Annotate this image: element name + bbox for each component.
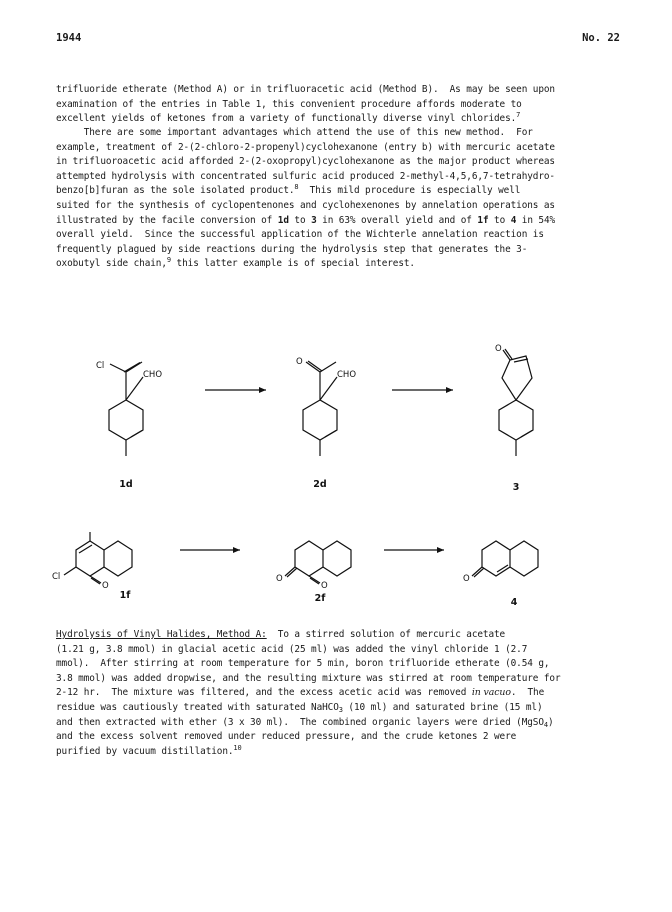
atom-label-o: O: [276, 574, 283, 584]
text-line: There are some important advantages which attend the use of this new method. For: [56, 127, 533, 138]
reference-9: 9: [166, 256, 172, 265]
text-line: 3.8 mmol) was added dropwise, and the resulting mixture was stirred at room temperature for: [56, 672, 561, 684]
atom-label-o: O: [296, 357, 303, 367]
text-line: [56, 745, 626, 760]
text-fragment: This mild procedure is especially well: [298, 185, 521, 197]
text-fragment: this latter example is of special interest.: [171, 258, 415, 270]
text-fragment: To a stirred solution of mercuric acetate: [266, 629, 506, 640]
atom-label-cho: CHO: [337, 370, 357, 380]
compound-label-3: 3: [512, 482, 520, 493]
atom-label-cl: Cl: [52, 572, 61, 582]
text-fragment: oxobutyl side chain,: [56, 258, 167, 270]
text-fragment: to: [488, 214, 511, 226]
text-line: trifluoride etherate (Method A) or in trifluoracetic acid (Method B). As may be seen upon: [56, 84, 555, 95]
text-line: [56, 257, 626, 272]
text-line: suited for the synthesis of cyclopentenones and cyclohexenones by annelation operations as: [56, 199, 555, 211]
reference-7: 7: [516, 111, 521, 120]
compound-ref: 4: [510, 214, 517, 226]
compound-ref: 1d: [277, 214, 289, 226]
text-line: in trifluoroacetic acid afforded 2-(2-oxopropyl)cyclohexanone as the major product whereas: [56, 156, 555, 168]
text-line: [56, 716, 626, 731]
text-line: mmol). After stirring at room temperature for 5 min, boron trifluoride etherate (0.54 g,: [56, 658, 550, 670]
structure-1f: [64, 532, 132, 584]
structure-2f: [285, 541, 351, 584]
text-fragment: purified by vacuum distillation.: [56, 745, 234, 757]
subscript: 3: [338, 705, 343, 714]
latin-phrase: in vacuo: [471, 687, 511, 699]
compound-ref: 3: [311, 214, 317, 226]
compound-label-1d: 1d: [119, 479, 133, 490]
intro-paragraph: [56, 83, 626, 127]
text-line: [56, 686, 626, 701]
text-line: [56, 214, 626, 229]
atom-label-cl: Cl: [96, 361, 105, 371]
compound-ref: 1f: [477, 214, 489, 226]
structure-2d: [303, 361, 337, 456]
text-fragment: to: [288, 214, 312, 226]
text-fragment: illustrated by the facile conversion of: [56, 214, 278, 226]
text-line: frequently plagued by side reactions during the hydrolysis step that generates the 3-: [56, 243, 528, 255]
text-line: [56, 701, 626, 716]
text-fragment: 2-12 hr. The mixture was filtered, and the excess acetic acid was removed: [56, 687, 472, 699]
text-fragment: ): [548, 716, 554, 728]
compound-label-2f: 2f: [314, 593, 326, 604]
compound-label-4: 4: [510, 597, 518, 608]
text-fragment: in 54%: [516, 214, 556, 226]
text-fragment: excellent yields of ketones from a variety of functionally diverse vinyl chlorides.: [56, 113, 517, 125]
issue-number: No. 22: [582, 32, 620, 44]
reference-8: 8: [294, 183, 299, 192]
structure-1d: [109, 362, 143, 456]
text-line: [56, 628, 626, 643]
text-line: and the excess solvent removed under reduced pressure, and the crude ketones 2 were: [56, 731, 517, 743]
text-line: [56, 112, 626, 127]
reaction-scheme: [0, 320, 672, 620]
compound-label-1f: 1f: [119, 590, 131, 601]
text-fragment: (10 ml) and saturated brine (15 ml): [342, 701, 543, 713]
atom-label-cho: CHO: [143, 370, 163, 380]
compound-label-2d: 2d: [313, 479, 327, 490]
subscript: 4: [543, 720, 549, 729]
text-line: attempted hydrolysis with concentrated sulfuric acid produced 2-methyl-4,5,6,7-tetrahydro-: [56, 170, 555, 182]
text-fragment: in 63% overall yield and of: [316, 214, 478, 226]
atom-label-o: O: [102, 581, 109, 591]
advantages-paragraph: [56, 126, 626, 272]
section-heading: Hydrolysis of Vinyl Halides, Method A:: [56, 629, 267, 640]
atom-label-o: O: [321, 581, 328, 591]
reference-10: 10: [233, 743, 242, 752]
structure-4: [472, 541, 538, 577]
atom-label-o: O: [463, 574, 470, 584]
text-fragment: benzo[b]furan as the sole isolated product.: [56, 185, 295, 197]
text-fragment: residue was cautiously treated with saturated NaHCO: [56, 701, 339, 713]
text-line: (1.21 g, 3.8 mmol) in glacial acetic acid (25 ml) was added the vinyl chloride 1 (2.7: [56, 643, 528, 655]
page-number: 1944: [56, 32, 82, 44]
text-line: [56, 184, 626, 199]
text-line: overall yield. Since the successful application of the Wichterle annelation reaction is: [56, 229, 544, 241]
text-fragment: and then extracted with ether (3 x 30 ml). The combined organic layers were dried (MgSO: [56, 716, 544, 728]
text-fragment: . The: [510, 687, 545, 699]
structure-3: [499, 349, 533, 456]
atom-label-o: O: [495, 344, 502, 354]
experimental-paragraph: [56, 628, 626, 759]
text-line: examination of the entries in Table 1, this convenient procedure affords moderate to: [56, 98, 522, 110]
text-line: example, treatment of 2-(2-chloro-2-propenyl)cyclohexanone (entry b) with mercuric acetate: [56, 141, 555, 153]
